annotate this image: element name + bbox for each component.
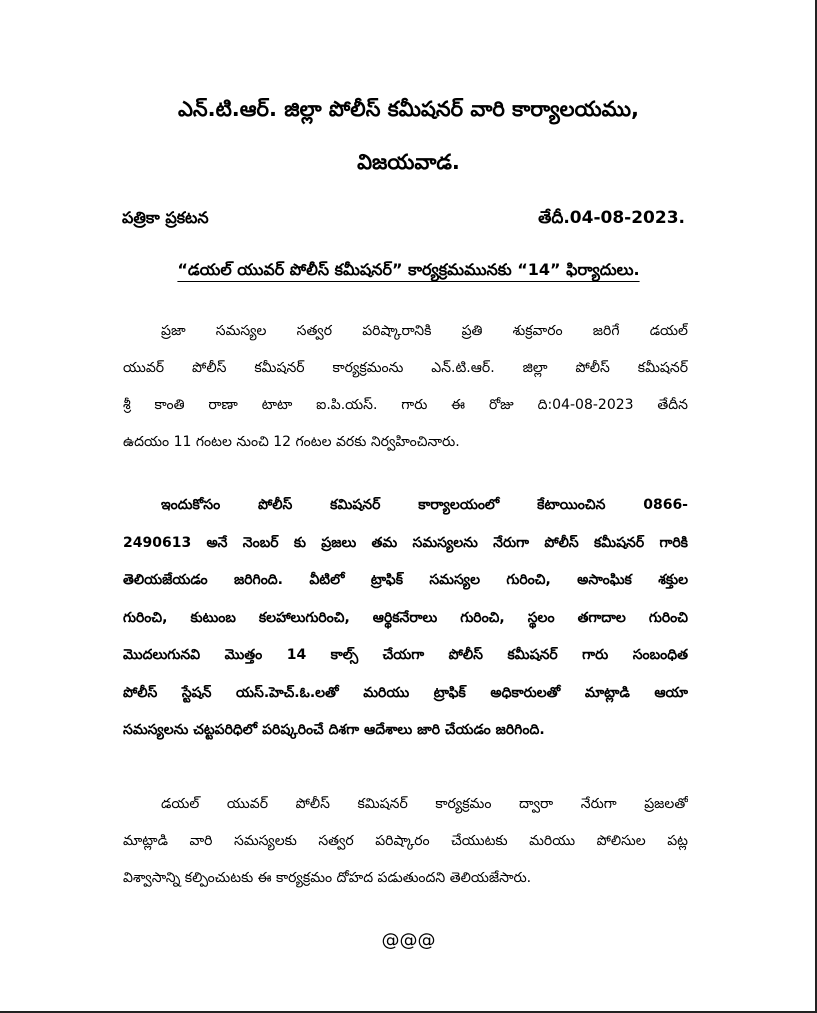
release-date: తేదీ.04-08-2023. [538, 208, 685, 228]
paragraph-line: యువర్ పోలీస్ కమీషనర్ కార్యక్రమంను ఎన్.టి.ఆర్. జిల్లా పోలీస్ కమీషనర్ [123, 360, 688, 376]
office-title: ఎన్.టి.ఆర్. జిల్లా పోలీస్ కమీషనర్ వారి కార్యాలయము, [177, 97, 640, 121]
end-marker: @@@ [381, 930, 436, 951]
paragraph-line: శ్రీ కాంతి రాణా టాటా ఐ.పి.యస్. గారు ఈ రోజు ది:04-08-2023 తేదీన [123, 397, 688, 413]
paragraph-line: తెలియజేయడం జరిగింది. వీటిలో ట్రాఫిక్ సమస్యల గురించి, అసాంఘిక శక్తుల [123, 572, 688, 588]
paragraph-line: డయల్ యువర్ పోలీస్ కమిషనర్ కార్యక్రమం ద్వారా నేరుగా ప్రజలతో [161, 796, 688, 812]
paragraph-line: ప్రజా సమస్యల సత్వర పరిష్కారానికి ప్రతి శుక్రవారం జరిగే డయల్ [161, 323, 688, 339]
paragraph-line: 2490613 అనే నెంబర్ కు ప్రజలు తమ సమస్యలను నేరుగా పోలీస్ కమీషనర్ గారికి [123, 534, 688, 551]
paragraph-line: సమస్యలను చట్టపరిధిలో పరిష్కరించే దిశగా ఆదేశాలు జారి చేయడం జరిగింది. [123, 722, 545, 738]
subject-text: “డయల్ యువర్ పోలీస్ కమీషనర్” కార్యక్రమమునకు “14” ఫిర్యాదులు. [177, 260, 640, 279]
paragraph-conclusion [123, 786, 688, 897]
paragraph-line: గురించి, కుటుంబ కలహాలుగురించి, ఆర్థికనేరాలు గురించి, స్థలం తగాదాల గురించి [123, 609, 688, 626]
paragraph-line: మాట్లాడి వారి సమస్యలకు సత్వర పరిష్కారం చేయుటకు మరియు పోలిసుల పట్ల [123, 833, 688, 849]
paragraph-line: పోలీస్ స్టేషన్ యస్.హెచ్.ఓ.లతో మరియు ట్రాఫిక్ అధికారులతో మాట్లాడి ఆయా [123, 684, 688, 701]
paragraph-intro [123, 313, 688, 461]
paragraph-line: మొదలుగునవి మొత్తం 14 కాల్స్ చేయగా పోలీస్ కమీషనర్ గారు సంబంధిత [123, 647, 688, 663]
office-city: విజయవాడ. [357, 150, 460, 174]
paragraph-line: ఇందుకోసం పోలీస్ కమిషనర్ కార్యాలయంలో కేటాయించిన 0866- [161, 497, 688, 513]
paragraph-details [123, 487, 688, 750]
subject-heading [0, 260, 817, 283]
press-release-label: పత్రికా ప్రకటన [122, 208, 209, 227]
paragraph-line: విశ్వాసాన్ని కల్పించుటకు ఈ కార్యక్రమం దోహద పడుతుందని తెలియజేసారు. [123, 870, 532, 886]
paragraph-line: ఉదయం 11 గంటల నుంచి 12 గంటల వరకు నిర్వహించినారు. [123, 434, 460, 450]
